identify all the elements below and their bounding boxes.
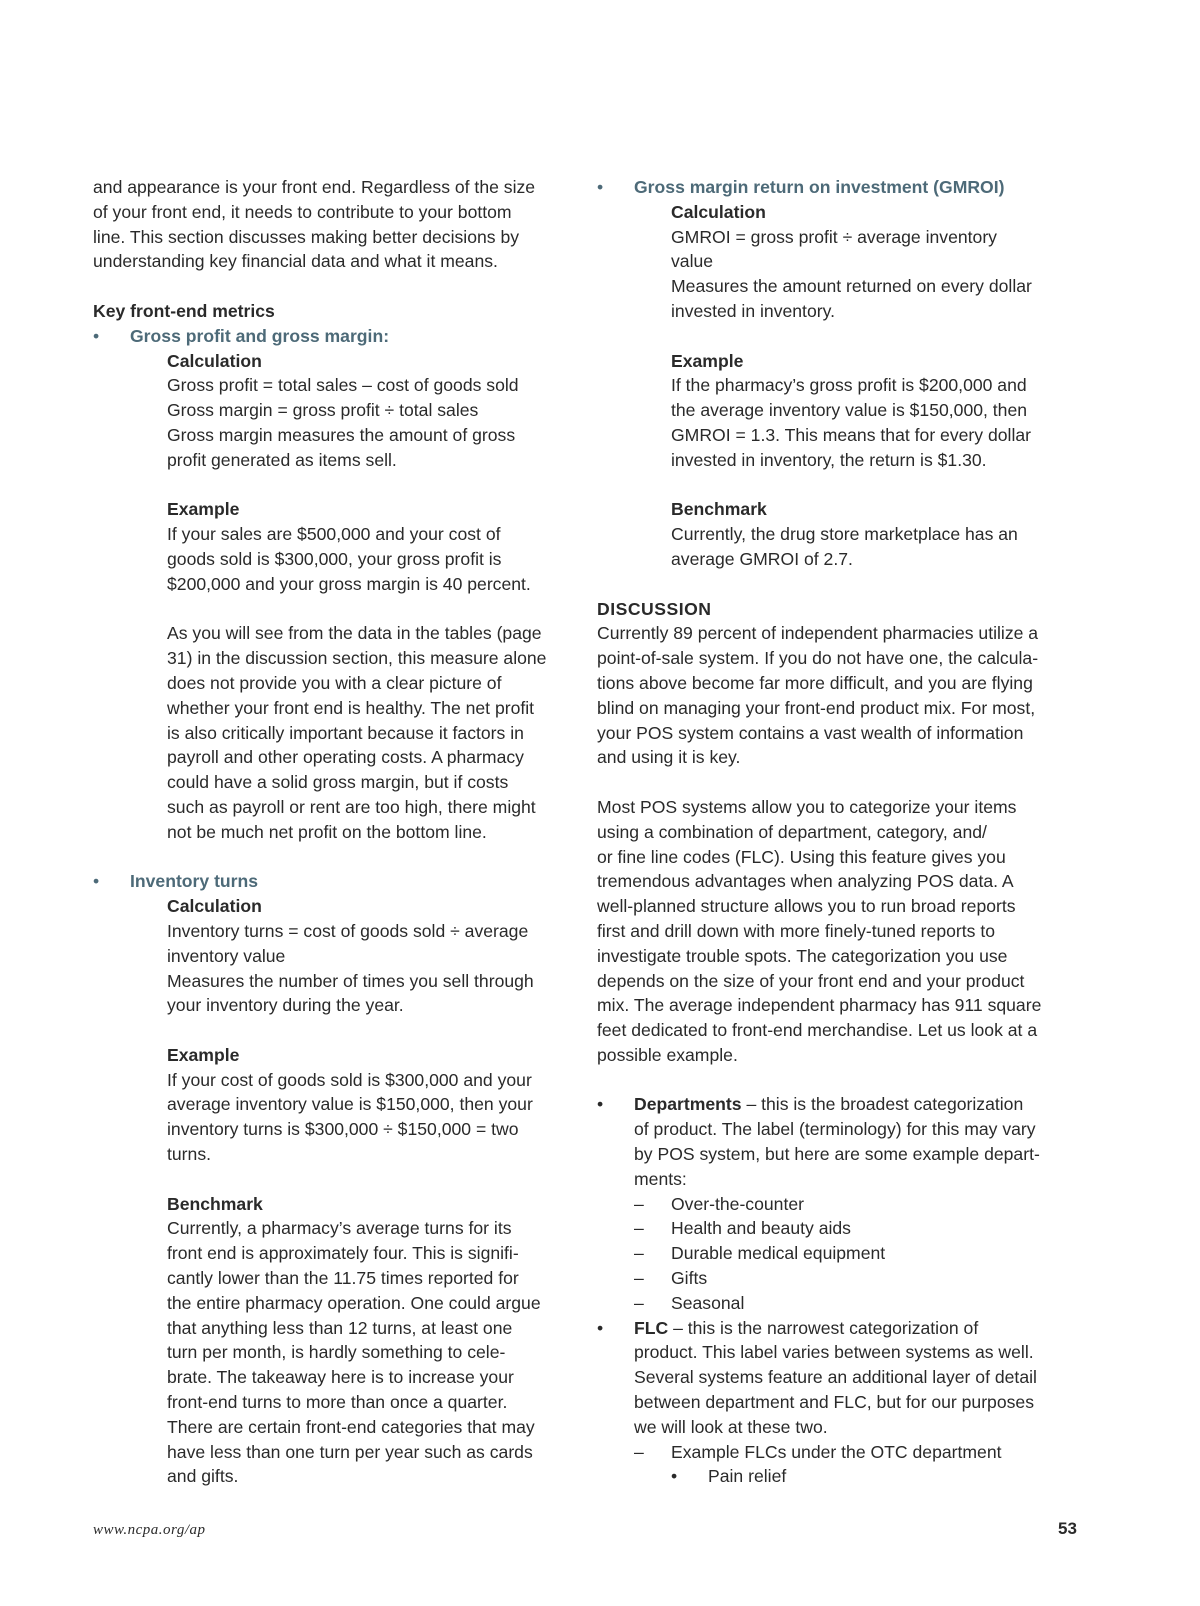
gross-profit-title: Gross profit and gross margin: (130, 325, 390, 346)
list-item: – Over-the-counter (597, 1192, 1087, 1217)
left-column (93, 175, 573, 1489)
list-item: – Seasonal (597, 1291, 1087, 1316)
bullet-icon: • (597, 177, 604, 197)
list-item: – Health and beauty aids (597, 1216, 1087, 1241)
key-metrics-heading: Key front-end metrics (93, 300, 275, 321)
bullet-icon: • (93, 325, 100, 346)
intro-paragraph: and appearance is your front end. Regardless of the size of your front end, it needs to contribute to your bottom line. This section discusses making better decisions by understanding key financial data and what it means. (93, 177, 536, 272)
inventory-turns-bullet (93, 869, 573, 894)
departments-bullet: • Departments – this is the broadest categorization of product. The label (terminology) for this may vary by POS system, but here are some example depart- ments: (597, 1094, 1040, 1189)
bullet-icon: • (597, 1094, 604, 1115)
list-item: – Durable medical equipment (597, 1241, 1087, 1266)
discussion-paragraph-2: Most POS systems allow you to categorize your items using a combination of department, category, and/ or fine line codes (FLC). Using this feature gives you tremendous advantages when analyzing POS data. A well-planned structure allows you to run broad reports first and drill down with more finely-tuned reports to investigate trouble spots. The categorization you use depends on the size of your front end and your product mix. The average independent pharmacy has 911 square feet dedicated to front-end merchandise. Let us look at a possible example. (597, 796, 1042, 1065)
dash-icon: – (634, 1243, 644, 1264)
right-column (597, 175, 1087, 1489)
gmroi-body: Calculation GMROI = gross profit ÷ average inventory value Measures the amount returned on every dollar invested in inventory. Example If the pharmacy’s gross profit is $200,000 and the average inventory value is $150,000, then GMROI = 1.3. This means that for every dollar invested in inventory, the return is $1.30. Benchmark Currently, the drug store marketplace has an average GMROI of 2.7. (671, 201, 1032, 569)
inventory-turns-body: Calculation Inventory turns = cost of goods sold ÷ average inventory value Measures the number of times you sell through your inventory during the year. Example If your cost of goods sold is $300,000 and your average inventory value is $150,000, then your inventory turns is $300,000 ÷ $150,000 = two turns. Benchmark Currently, a pharmacy’s average turns for its front end is approximately four. This is signifi- cantly lower than the 11.75 times reported for the entire pharmacy operation. One could argue that anything less than 12 turns, at least one turn per month, is hardly something to cele- brate. The takeaway here is to increase your front-end turns to more than once a quarter. There are certain front-end categories that may have less than one turn per year such as cards and gifts. (167, 896, 541, 1487)
inventory-turns-title: Inventory turns (130, 871, 259, 892)
gross-profit-bullet (93, 324, 573, 349)
discussion-heading: DISCUSSION (597, 598, 712, 619)
dash-icon: – (634, 1441, 644, 1462)
gmroi-title: Gross margin return on investment (GMROI) (634, 177, 1005, 197)
bullet-icon: • (597, 1317, 604, 1338)
gross-profit-body: Calculation Gross profit = total sales – cost of goods sold Gross margin = gross profit ÷ total sales Gross margin measures the amount of gross profit generated as items sell. Example If your sales are $500,000 and your cost of goods sold is $300,000, your gross profit is $200,000 and your gross margin is 40 percent. As you will see from the data in the tables (page 31) in the discussion section, this measure alone does not provide you with a clear picture of whether your front end is healthy. The net profit is also critically important because it factors in payroll and other operating costs. A pharmacy could have a solid gross margin, but if costs such as payroll or rent are too high, there might not be much net profit on the bottom line. (167, 350, 547, 842)
flc-bullet: • FLC – this is the narrowest categorization of product. This label varies between systems as well. Several systems feature an additional layer of detail between department and FLC, but for our purposes we will look at these two. (597, 1317, 1037, 1437)
dash-icon: – (634, 1218, 644, 1239)
list-item: – Example FLCs under the OTC department (597, 1440, 1087, 1465)
bullet-icon: • (93, 871, 100, 892)
footer-url: www.ncpa.org/ap (93, 1522, 206, 1538)
dash-icon: – (634, 1193, 644, 1214)
page-number: 53 (1058, 1519, 1077, 1538)
discussion-paragraph-1: Currently 89 percent of independent pharmacies utilize a point-of-sale system. If you do not have one, the calcula- tions above become far more difficult, and you are flying blind on managing your front-end product mix. For most, your POS system contains a vast wealth of information and using it is key. (597, 623, 1039, 768)
dash-icon: – (634, 1292, 644, 1313)
gmroi-bullet (597, 175, 1087, 200)
list-item: • Pain relief (597, 1464, 1087, 1489)
list-item: – Gifts (597, 1266, 1087, 1291)
dash-icon: – (634, 1268, 644, 1289)
bullet-icon: • (671, 1466, 678, 1487)
